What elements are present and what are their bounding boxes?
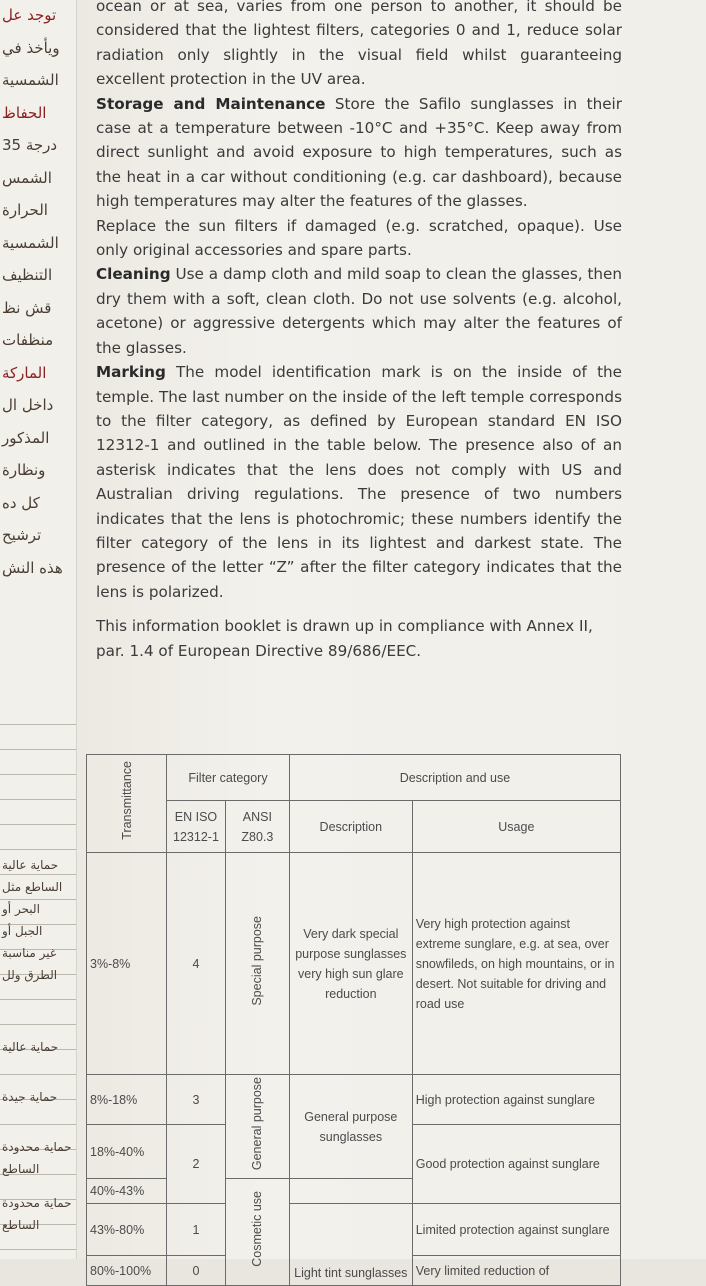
usage-cell: Very high protection against extreme sunglare, e.g. at sea, over snowfileds, on high mountains, or in desert. Not suitable for driving and road use <box>412 853 620 1075</box>
arabic-fragment: ونظارة <box>2 461 46 479</box>
arabic-table-fragment: الجبل أو <box>2 924 43 938</box>
storage-text: Store the Safilo sunglasses in their case at a temperature between -10°C and +35°C. Keep away from direct sunlight and avoid exposure to high temperatures, such as the heat in a car without conditioning (e.g. car dashboard), because high temperatures may alter the features of the glasses. <box>96 94 622 211</box>
compliance-text: This information booklet is drawn up in compliance with Annex II, par. 1.4 of European Directive 89/686/EEC. <box>96 617 593 660</box>
replace-text: Replace the sun filters if damaged (e.g. scratched, opaque). Use only original accessories and spare parts. <box>96 216 622 260</box>
arabic-table-fragment: حماية عالية <box>2 858 59 872</box>
header-description-use: Description and use <box>289 755 620 801</box>
transmittance-cell: 80%-100% <box>87 1256 167 1286</box>
header-en-iso: EN ISO 12312-1 <box>167 801 226 853</box>
transmittance-cell: 40%-43% <box>87 1179 167 1204</box>
marking-text: The model identification mark is on the inside of the temple. The last number on the inside of the left temple corresponds to the filter category, as defined by European standard EN ISO 12312-1 and outlined in the table below. The presence also of an asterisk indicates that the lens does not comply with US and Australian driving regulations. The presence of two numbers indicates that the lens is photochromic; these numbers identify the filter category of the lens in its lightest and darkest state. The presence of the letter “Z” after the filter category indicates that the lens is polarized. <box>96 363 622 601</box>
arabic-fragment: 35 درجة <box>2 136 58 154</box>
arabic-fragment: الماركة <box>2 363 47 382</box>
header-description: Description <box>289 801 412 853</box>
marking-heading: Marking <box>96 363 166 382</box>
arabic-table-fragment: البحر أو <box>2 902 40 916</box>
usage-cell: Good protection against sunglare <box>412 1125 620 1204</box>
arabic-table-fragment: الساطع <box>2 1218 40 1232</box>
table-row <box>87 853 621 1075</box>
paragraph-marking <box>96 360 622 604</box>
transmittance-cell: 8%-18% <box>87 1075 167 1125</box>
category-cell: 1 <box>167 1204 226 1256</box>
arabic-fragment: ويأخذ في <box>2 38 60 57</box>
arabic-fragment: هذه النش <box>2 558 63 577</box>
arabic-fragment: كل ده <box>2 493 40 512</box>
transmittance-cell: 43%-80% <box>87 1204 167 1256</box>
header-filter-category: Filter category <box>167 755 290 801</box>
arabic-fragment: التنظيف <box>2 266 53 284</box>
usage-cell: High protection against sunglare <box>412 1075 620 1125</box>
body-text <box>96 0 622 663</box>
paragraph-storage <box>96 92 622 214</box>
cleaning-heading: Cleaning <box>96 265 171 284</box>
arabic-fragment: الحفاظ <box>2 103 47 122</box>
usage-cell: Limited protection against sunglare <box>412 1204 620 1256</box>
table-row <box>87 1075 621 1125</box>
category-cell: 3 <box>167 1075 226 1125</box>
document-page <box>77 0 706 1281</box>
arabic-fragment: منظفات <box>2 331 54 349</box>
ansi-cell: Special purpose <box>225 853 289 1075</box>
table-subheader-row <box>87 801 621 853</box>
category-cell: 4 <box>167 853 226 1075</box>
ansi-general-cell: General purpose <box>225 1075 289 1179</box>
ansi-cosmetic-cell: Cosmetic use <box>225 1179 289 1286</box>
arabic-table-fragment: الساطع مثل <box>2 880 63 894</box>
arabic-table-fragment: الساطع <box>2 1162 40 1176</box>
arabic-table-fragment: غير مناسبة <box>2 946 57 960</box>
description-light-cell: Light tint sunglasses <box>289 1204 412 1286</box>
storage-heading: Storage and Maintenance <box>96 94 326 113</box>
paragraph-cleaning <box>96 262 622 360</box>
description-cell: Very dark special purpose sunglasses very high sun glare reduction <box>289 853 412 1075</box>
paragraph-compliance <box>96 614 622 663</box>
header-transmittance: Transmittance <box>87 755 167 853</box>
filter-category-table <box>86 754 621 1286</box>
header-usage: Usage <box>412 801 620 853</box>
arabic-fragment: الشمسية <box>2 71 59 89</box>
transmittance-cell: 18%-40% <box>87 1125 167 1179</box>
arabic-fragment: توجد عل <box>2 6 57 24</box>
intro-text: ocean or at sea, varies from one person to another, it should be considered that the lightest filters, categories 0 and 1, reduce solar radiation only slightly in the visual field whilst guaranteeing excellent protection in the UV area. <box>96 0 622 89</box>
arabic-table-fragment: الطرق ولل <box>2 968 58 982</box>
arabic-table-fragment: حماية محدودة <box>2 1140 72 1154</box>
category-cell: 2 <box>167 1125 226 1204</box>
description-general-cell: General purpose sunglasses <box>289 1075 412 1179</box>
arabic-table-fragment: حماية جيدة <box>2 1090 58 1104</box>
header-ansi: ANSI Z80.3 <box>225 801 289 853</box>
transmittance-cell: 3%-8% <box>87 853 167 1075</box>
paragraph-replace <box>96 214 622 263</box>
left-page-margin <box>0 0 77 1259</box>
usage-cell: Very limited reduction of <box>412 1256 620 1286</box>
arabic-fragment: داخل ال <box>2 396 54 414</box>
arabic-fragment: قش نظ <box>2 298 52 317</box>
arabic-fragment: الشمس <box>2 168 52 187</box>
arabic-fragment: المذكور <box>2 428 50 447</box>
paragraph-intro <box>96 0 622 92</box>
empty-description-cell <box>289 1179 412 1204</box>
arabic-table-fragment: حماية عالية <box>2 1040 59 1054</box>
category-cell: 0 <box>167 1256 226 1286</box>
arabic-fragment: الحرارة <box>2 201 48 219</box>
table-header-row <box>87 755 621 801</box>
cleaning-text: Use a damp cloth and mild soap to clean the glasses, then dry them with a soft, clean cloth. Do not use solvents (e.g. alcohol, acetone) or aggressive detergents which may alter the features of the glasses. <box>96 265 622 357</box>
arabic-fragment: ترشيح <box>2 526 42 544</box>
arabic-fragment: الشمسية <box>2 233 59 252</box>
arabic-table-fragment: حماية محدودة <box>2 1196 72 1210</box>
table-row <box>87 1204 621 1256</box>
